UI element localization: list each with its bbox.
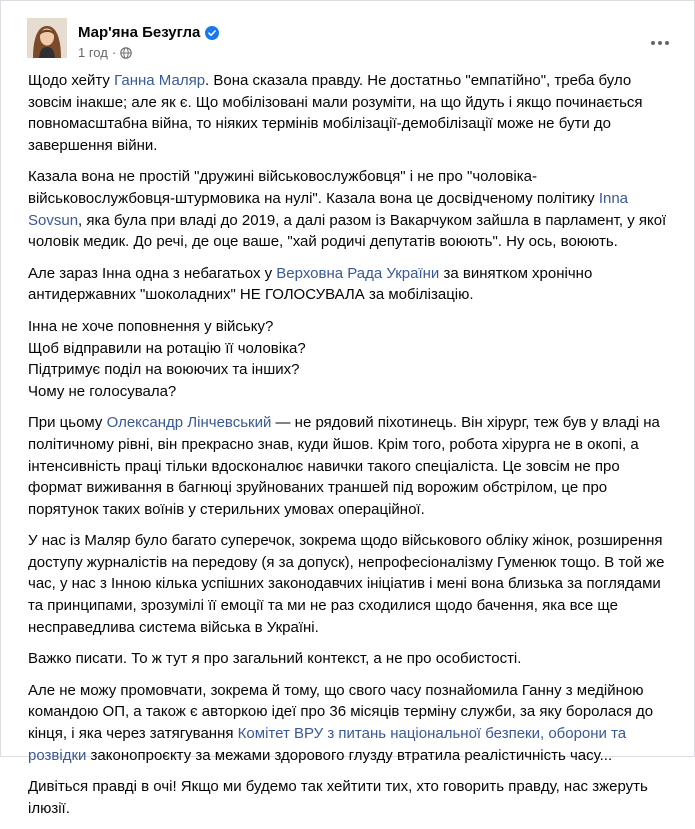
post-paragraph [28, 648, 678, 670]
post-meta [78, 45, 132, 60]
paragraph-text: за винятком хронічно антидержавних "шоколадних" НЕ ГОЛОСУВАЛА за мобілізацію. [28, 264, 593, 304]
avatar-image [27, 18, 67, 58]
paragraph-text: Важко писати. То ж тут я про загальний контекст, а не про особистості. [28, 650, 522, 668]
meta-separator: · [111, 45, 117, 60]
author-row [78, 24, 219, 41]
post-paragraph [28, 412, 678, 520]
post-paragraph [28, 166, 678, 252]
paragraph-text: Але не можу промовчати, зокрема й тому, що свого часу познайомила Ганну з медійною командою ОП, а також є авторкою ідеї про 36 місяців терміну служби, за яку боролася до кінця, і яка через затягування [28, 681, 654, 743]
paragraph-text: Але зараз Інна одна з небагатьох у [28, 264, 277, 282]
mention-link[interactable]: Inna Sovsun [28, 189, 629, 229]
post-text [28, 70, 678, 829]
post-paragraph [28, 776, 678, 819]
verified-badge-icon [205, 26, 219, 40]
paragraph-text: Казала вона не простій "дружині військовослужбовця" і не про "чоловіка-військовослужбовця-штурмовика на нулі". Казала вона це досвідченому політику [28, 168, 599, 207]
paragraph-text: , яка була при владі до 2019, а далі разом із Вакарчуком зайшла в парламент, у якої чоловік медик. До речі, де оце ваше, "хай родичі депутатів воюють". Ну ось, воюють. [28, 211, 667, 251]
mention-link[interactable]: Ганна Маляр [114, 72, 206, 89]
paragraph-text: Щодо хейту [28, 72, 115, 89]
globe-icon[interactable] [120, 47, 132, 59]
mention-link[interactable]: Комітет ВРУ з питань національної безпеки, оборони та розвідки [28, 725, 627, 764]
mention-link[interactable]: Верховна Рада України [276, 264, 440, 282]
post-paragraph [28, 70, 678, 156]
paragraph-text: . Вона сказала правду. Не достатньо "емпатійно", треба було зовсім інакше; але як є. Що мобілізовані мали розуміти, на що йдуть і якщо починається повномасштабна війна, то ніяких термінів мобілізації-демобілізації може не бути до завершення війни. [28, 72, 643, 154]
more-options-icon[interactable] [644, 29, 676, 57]
paragraph-text: При цьому [28, 414, 107, 432]
post-timestamp[interactable]: 1 год [78, 45, 108, 60]
post-paragraph [28, 263, 678, 306]
paragraph-text: — не рядовий піхотинець. Він хірург, теж був у владі на політичному рівні, він прекрасно знав, куди йшов. Крім того, робота хірурга не в окопі, а інтенсивність праці тільки вдосконалює навички такого спеціаліста. Це зовсім не про формат виживання в багнюці зруйнованих траншей під ворожим обстрілом, це про порятунок таких воїнів у стерильних умовах операційної. [28, 414, 660, 518]
paragraph-text: У нас із Маляр було багато суперечок, зокрема щодо військового обліку жінок, розширення доступу журналістів на передову (я за допуск), непрофесіоналізму Гуменюк тощо. В той же час, у нас з Інною кілька успішних законодавчих ініціатив і мені вона близька за поглядами та принципами, зрозумілі її емоції та ми не раз сходилися щодо бачення, яка все ще несправедлива система війська в Україні. [28, 532, 665, 636]
post-paragraph [28, 680, 678, 766]
paragraph-text: Інна не хоче поповнення у війську? Щоб відправили на ротацію її чоловіка? Підтримує поділ на воюючих та інших? Чому не голосувала? [28, 317, 306, 400]
mention-link[interactable]: Олександр Лінчевський [106, 414, 272, 432]
author-name[interactable]: Мар'яна Безугла [78, 24, 201, 41]
author-avatar[interactable] [27, 18, 67, 58]
post-paragraph [28, 316, 678, 402]
paragraph-text: Дивіться правді в очі! Якщо ми будемо так хейтити тих, хто говорить правду, нас зжеруть ілюзії. [28, 778, 648, 817]
paragraph-text: законопроєкту за межами здорового глузду втратила реалістичність часу... [86, 746, 613, 764]
post-header [1, 1, 694, 63]
post-paragraph [28, 530, 678, 638]
